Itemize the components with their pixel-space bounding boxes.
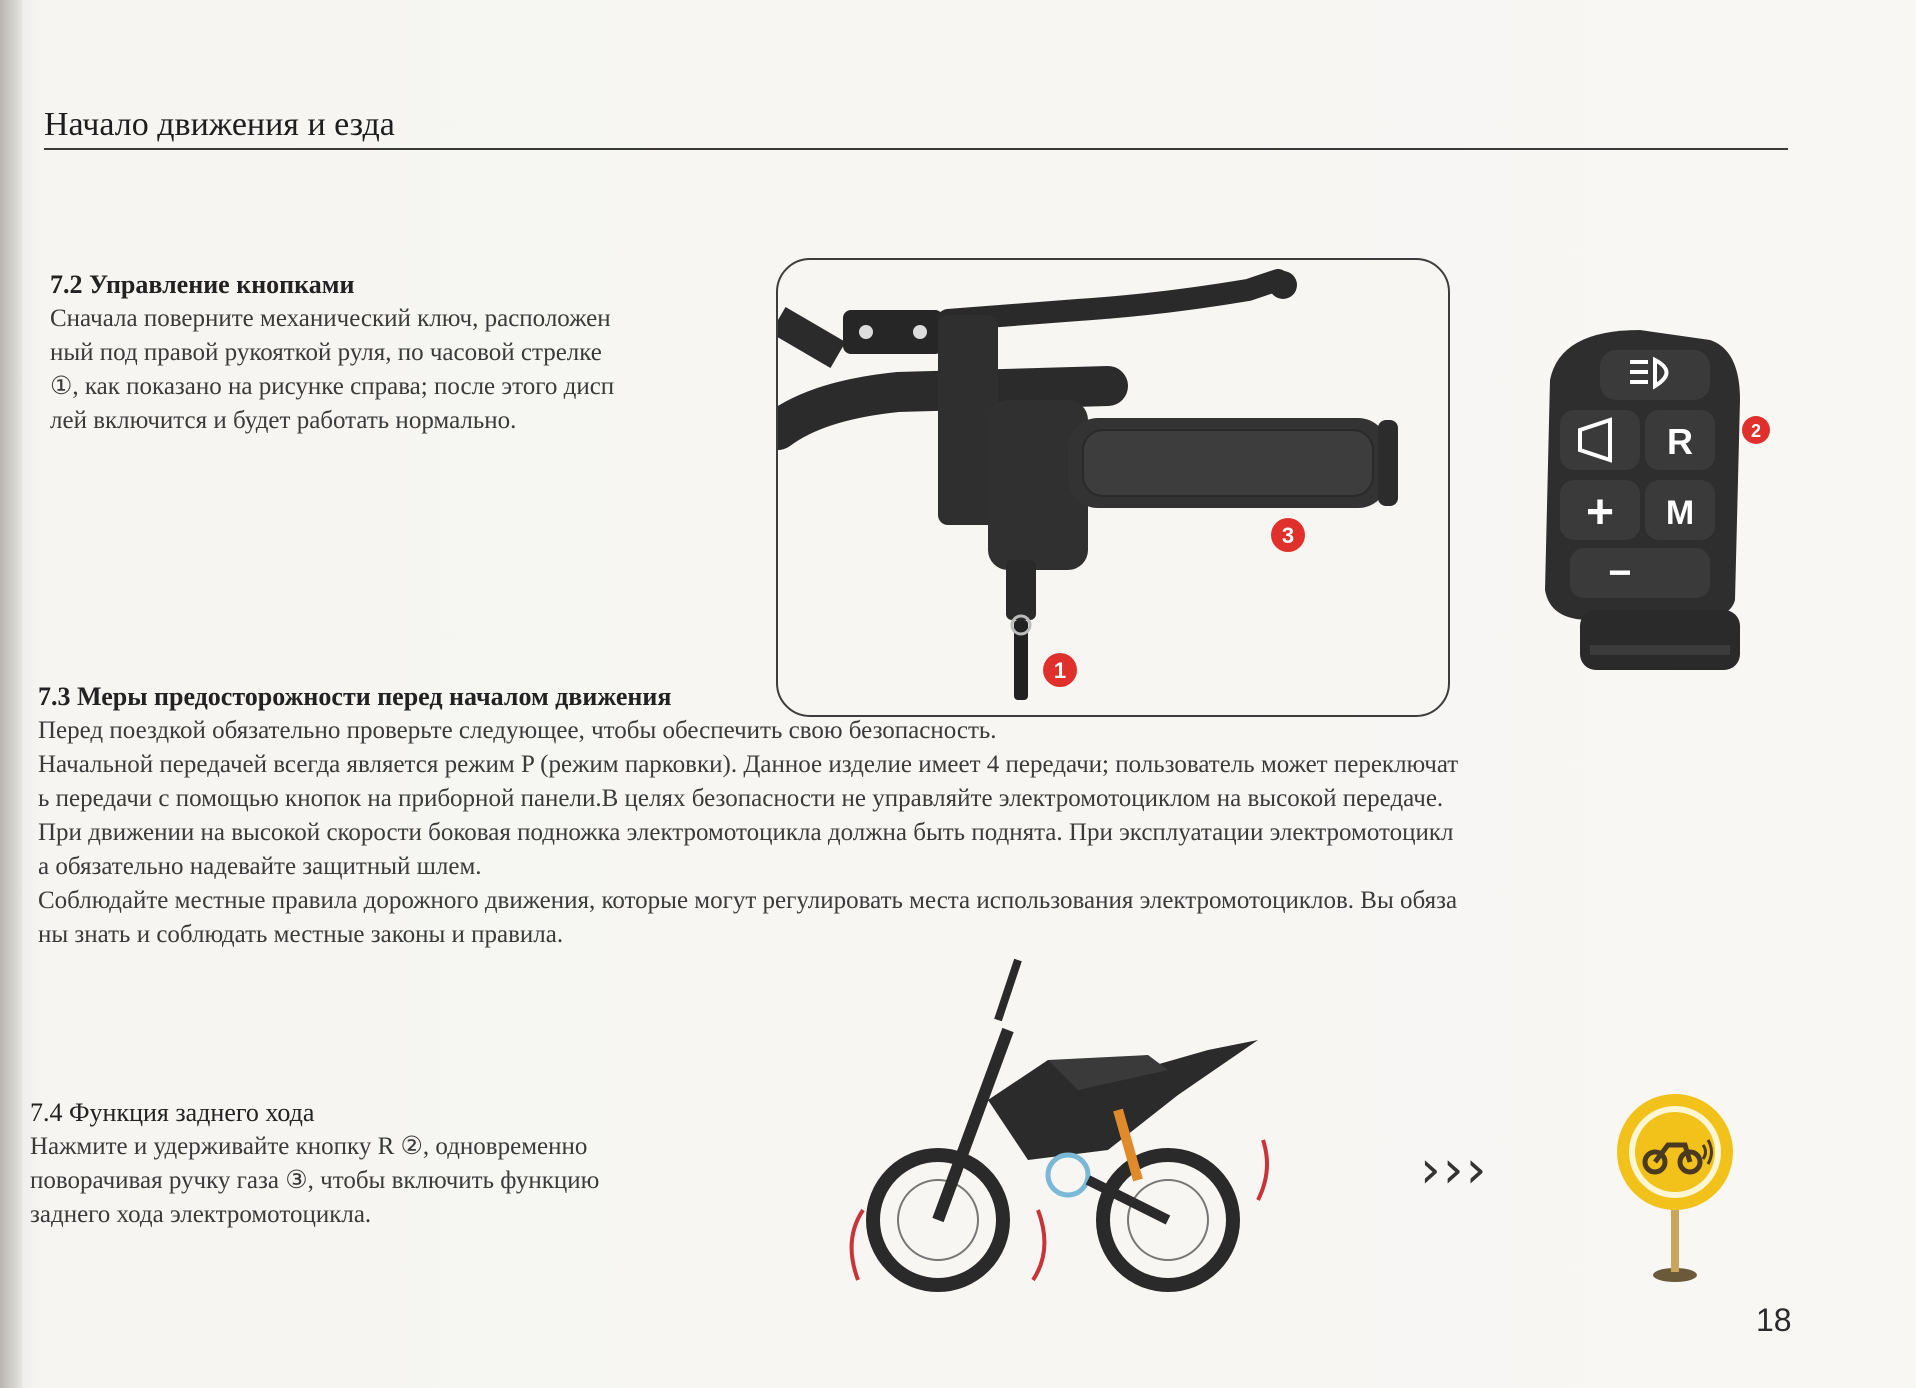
plus-button xyxy=(1560,480,1640,540)
section-7-2-title: 7.2 Управление кнопками xyxy=(50,270,355,299)
motorcycle-figure xyxy=(848,920,1288,1300)
section-7-3 xyxy=(38,680,1778,952)
minus-button xyxy=(1570,548,1710,598)
horn-icon xyxy=(1560,410,1640,470)
section-7-3-line-1: Перед поездкой обязательно проверьте следующее, чтобы обеспечить свою безопасность. xyxy=(38,717,997,744)
section-7-2-line-1: Сначала поверните механический ключ, расположен xyxy=(50,305,611,332)
control-switch-illustration xyxy=(1530,320,1770,680)
section-7-3-title: 7.3 Меры предосторожности перед началом движения xyxy=(38,682,672,711)
page-number: 18 xyxy=(1756,1302,1792,1338)
section-7-3-line-6: Соблюдайте местные правила дорожного движения, которые могут регулировать места использования электромотоциклов. Вы обяза xyxy=(38,887,1458,914)
handlebar-marker-3: 3 xyxy=(1281,523,1295,548)
section-7-3-line-2: Начальной передачей всегда является режим P (режим парковки). Данное изделие имеет 4 передачи; пользователь может переключат xyxy=(38,751,1459,778)
book-gutter xyxy=(0,0,22,1388)
section-7-3-line-7: ны знать и соблюдать местные законы и правила. xyxy=(38,921,564,948)
chevron-right-icon: ››› xyxy=(1420,1140,1489,1200)
section-7-4-line-2: поворачивая ручку газа ③, чтобы включить функцию xyxy=(30,1167,600,1194)
section-7-4-line-1: Нажмите и удерживайте кнопку R ②, одновременно xyxy=(30,1133,588,1160)
section-7-2-line-4: лей включится и будет работать нормально. xyxy=(50,407,517,434)
section-7-4-title: 7.4 Функция заднего хода xyxy=(30,1098,315,1127)
section-7-2-line-3: ①, как показано на рисунке справа; после этого дисп xyxy=(50,373,615,400)
section-7-4-line-3: заднего хода электромотоцикла. xyxy=(30,1201,372,1228)
direction-arrows xyxy=(1420,1140,1520,1200)
handlebar-marker-1: 1 xyxy=(1053,658,1067,683)
r-button xyxy=(1645,410,1715,470)
section-7-3-line-5: а обязательно надевайте защитный шлем. xyxy=(38,853,482,880)
control-switch-figure xyxy=(1530,320,1770,680)
m-button xyxy=(1645,480,1715,540)
section-7-2-line-2: ный под правой рукояткой руля, по часовой стрелке xyxy=(50,339,602,366)
reverse-indicator-sign xyxy=(1600,1090,1750,1290)
m-button-label: M xyxy=(1665,494,1695,532)
page-title: Начало движения и езда xyxy=(44,106,395,143)
plus-button-label: + xyxy=(1585,486,1615,539)
section-7-2 xyxy=(50,268,750,438)
handlebar-illustration xyxy=(778,260,1448,715)
r-button-label: R xyxy=(1667,421,1693,462)
section-7-4 xyxy=(30,1096,750,1232)
minus-button-label: − xyxy=(1608,551,1632,595)
handlebar-figure xyxy=(776,258,1450,717)
reverse-mode-icon xyxy=(1600,1090,1750,1290)
section-7-3-line-4: При движении на высокой скорости боковая подножка электромотоцикла должна быть поднята. При эксплуатации электромотоцикл xyxy=(38,819,1454,846)
motorcycle-icon xyxy=(848,920,1288,1300)
switch-marker-2: 2 xyxy=(1750,421,1762,441)
headlight-icon xyxy=(1600,350,1710,400)
section-7-3-line-3: ь передачи с помощью кнопок на приборной панели.В целях безопасности не управляйте электромотоциклом на высокой передаче. xyxy=(38,785,1444,812)
header-rule xyxy=(44,148,1788,150)
